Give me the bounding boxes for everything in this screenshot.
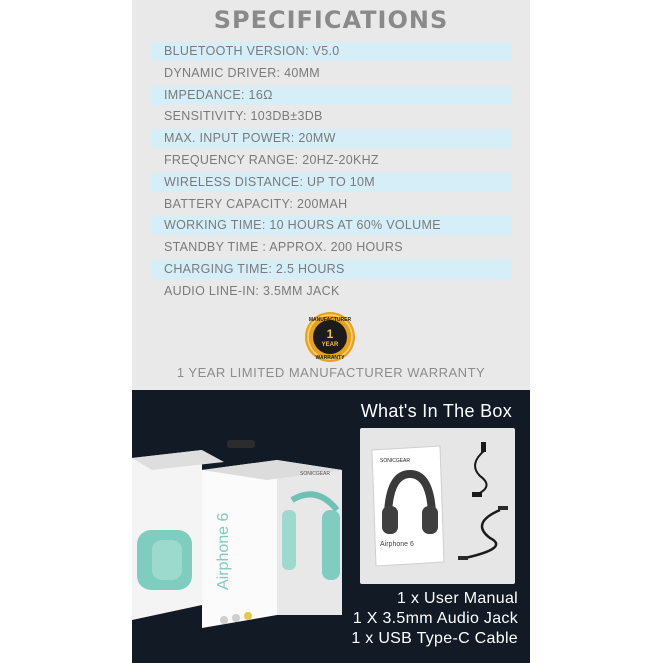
package-product-text: Airphone 6 [215, 512, 232, 590]
box-title: What's In The Box [360, 401, 512, 421]
manual-brand-text: SONICGEAR [380, 458, 411, 464]
badge-number: 1 [326, 327, 334, 341]
spec-row: STANDBY TIME : APPROX. 200 HOURS [164, 240, 403, 255]
contents-item-audio-jack: 1 X 3.5mm Audio Jack [352, 610, 518, 627]
spec-row: MAX. INPUT POWER: 20MW [152, 129, 512, 148]
spec-row: BLUETOOTH VERSION: V5.0 [152, 42, 512, 61]
spec-row: AUDIO LINE-IN: 3.5MM JACK [164, 283, 340, 298]
badge-bottom-text: WARRANTY [315, 355, 345, 361]
spec-row: IMPEDANCE: 16Ω [152, 86, 512, 105]
spec-row: DYNAMIC DRIVER: 40MM [164, 65, 321, 80]
contents-item-manual: 1 x User Manual [397, 590, 518, 607]
package-brand-text: SONICGEAR [300, 471, 331, 477]
manual-product-text: Airphone 6 [380, 541, 414, 548]
box-contents-photo [360, 428, 515, 584]
spec-row: SENSITIVITY: 103DB±3DB [164, 109, 323, 124]
warranty-text: 1 YEAR LIMITED MANUFACTURER WARRANTY [176, 365, 486, 380]
spec-row: FREQUENCY RANGE: 20HZ-20KHZ [164, 153, 379, 167]
contents-illustration [360, 428, 515, 584]
spec-row: BATTERY CAPACITY: 200MAH [164, 196, 348, 211]
warranty-badge-icon [304, 311, 356, 363]
spec-row: WORKING TIME: 10 HOURS AT 60% VOLUME [152, 216, 512, 235]
spec-row: WIRELESS DISTANCE: UP TO 10M [152, 173, 512, 192]
contents-item-usb-cable: 1 x USB Type-C Cable [351, 630, 518, 647]
package-image [132, 440, 347, 630]
badge-year: YEAR [321, 342, 339, 348]
badge-top-text: MANUFACTURER [308, 317, 352, 323]
specifications-panel [132, 0, 530, 390]
spec-row: CHARGING TIME: 2.5 HOURS [152, 260, 512, 279]
specifications-title: SPECIFICATIONS [213, 6, 449, 34]
whats-in-the-box-panel [132, 390, 530, 663]
